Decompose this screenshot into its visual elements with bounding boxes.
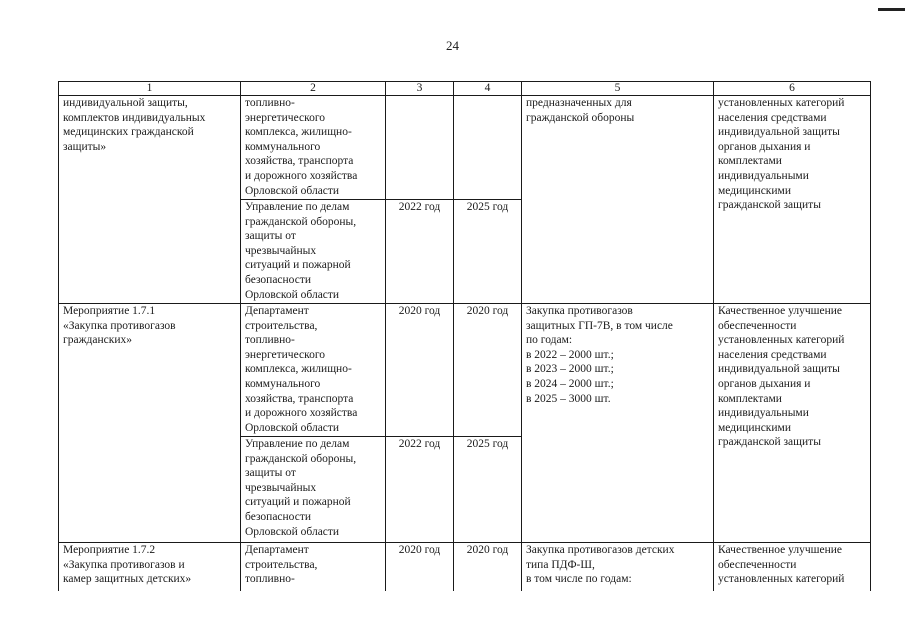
text-line: установленных категорий <box>718 573 845 586</box>
text-line: безопасности <box>245 510 312 523</box>
text-line: комплекса, жилищно- <box>245 126 352 139</box>
text-line: чрезвычайных <box>245 481 317 494</box>
text-line: органов дыхания и <box>718 377 811 390</box>
start-year-cell: 2020 год <box>386 543 454 591</box>
text-line: Управление по делам <box>245 201 350 213</box>
text-line: ситуаций и пожарной <box>245 496 351 509</box>
header-row <box>59 82 871 96</box>
text-line: индивидуальными <box>718 169 809 182</box>
measures-table <box>58 81 871 591</box>
text-line: населения средствами <box>718 111 827 124</box>
text-line: обеспеченности <box>718 558 797 571</box>
table-row <box>59 304 871 437</box>
text-line: гражданской обороны, <box>245 215 357 228</box>
text-line: защиты от <box>245 230 296 243</box>
text-line: энергетического <box>245 111 326 124</box>
text-line: ситуаций и пожарной <box>245 259 351 272</box>
text-line: предназначенных для <box>526 97 632 109</box>
text-line: в 2022 – 2000 шт.; <box>526 348 614 361</box>
text-line: комплектами <box>718 155 782 168</box>
text-line: хозяйства, транспорта <box>245 155 354 168</box>
text-line: органов дыхания и <box>718 140 811 153</box>
text-line: гражданской защиты <box>718 436 821 449</box>
text-line: и дорожного хозяйства <box>245 407 358 420</box>
text-line: медицинскими <box>718 421 791 434</box>
measure-name-cell <box>59 96 241 304</box>
col-header-1: 1 <box>59 82 241 96</box>
text-line: индивидуальной защиты <box>718 126 840 139</box>
end-year-cell: 2020 год <box>454 304 522 437</box>
text-line: энергетического <box>245 348 326 361</box>
table-row <box>59 96 871 200</box>
description-cell <box>522 304 714 543</box>
result-cell <box>714 304 871 543</box>
text-line: Качественное улучшение <box>718 305 843 317</box>
text-line: Закупка противогазов <box>526 305 633 317</box>
start-year-cell: 2020 год <box>386 304 454 437</box>
text-line: защиты от <box>245 467 296 480</box>
text-line: Орловской области <box>245 184 340 197</box>
text-line: Управление по делам <box>245 438 350 450</box>
responsible-cell <box>241 200 386 304</box>
text-line: обеспеченности <box>718 319 797 332</box>
text-line: Орловской области <box>245 421 340 434</box>
end-year-cell: 2025 год <box>454 437 522 543</box>
text-line: коммунального <box>245 377 321 390</box>
text-line: топливно- <box>245 573 295 586</box>
text-line: и дорожного хозяйства <box>245 169 358 182</box>
text-line: безопасности <box>245 273 312 286</box>
responsible-cell <box>241 437 386 543</box>
text-line: коммунального <box>245 140 321 153</box>
text-line: строительства, <box>245 558 318 571</box>
text-line: Закупка противогазов детских <box>526 544 675 556</box>
text-line: установленных категорий <box>718 334 845 347</box>
end-year-cell: 2020 год <box>454 543 522 591</box>
text-line: гражданской обороны, <box>245 452 357 465</box>
result-cell <box>714 543 871 591</box>
responsible-cell <box>241 543 386 591</box>
text-line: гражданской обороны <box>526 111 635 124</box>
text-line: комплектами <box>718 392 782 405</box>
col-header-3: 3 <box>386 82 454 96</box>
col-header-6: 6 <box>714 82 871 96</box>
measure-name-cell <box>59 543 241 591</box>
text-line: топливно- <box>245 97 295 109</box>
start-year-cell <box>386 96 454 200</box>
text-line: медицинскими <box>718 184 791 197</box>
text-line: Департамент <box>245 544 309 556</box>
col-header-2: 2 <box>241 82 386 96</box>
text-line: Мероприятие 1.7.2 <box>63 544 156 556</box>
text-line: Орловской области <box>245 288 340 301</box>
corner-mark <box>878 8 905 11</box>
text-line: в 2023 – 2000 шт.; <box>526 363 614 376</box>
text-line: типа ПДФ-Ш, <box>526 558 595 571</box>
text-line: комплектов индивидуальных <box>63 111 206 124</box>
responsible-cell <box>241 96 386 200</box>
end-year-cell <box>454 96 522 200</box>
end-year-cell: 2025 год <box>454 200 522 304</box>
start-year-cell: 2022 год <box>386 437 454 543</box>
text-line: топливно- <box>245 334 295 347</box>
text-line: в 2024 – 2000 шт.; <box>526 377 614 390</box>
col-header-4: 4 <box>454 82 522 96</box>
text-line: «Закупка противогазов <box>63 319 176 332</box>
text-line: установленных категорий <box>718 97 845 109</box>
text-line: в 2025 – 3000 шт. <box>526 392 611 405</box>
table-row <box>59 543 871 591</box>
text-line: индивидуальной защиты, <box>63 97 188 109</box>
measure-name-cell <box>59 304 241 543</box>
description-cell <box>522 543 714 591</box>
text-line: в том числе по годам: <box>526 573 632 586</box>
text-line: Орловской области <box>245 525 340 538</box>
text-line: индивидуальной защиты <box>718 363 840 376</box>
text-line: гражданских» <box>63 334 132 347</box>
text-line: Департамент <box>245 305 309 317</box>
start-year-cell: 2022 год <box>386 200 454 304</box>
text-line: защитных ГП-7В, в том числе <box>526 319 673 332</box>
text-line: медицинских гражданской <box>63 126 194 139</box>
text-line: по годам: <box>526 334 573 347</box>
text-line: населения средствами <box>718 348 827 361</box>
description-cell <box>522 96 714 304</box>
text-line: камер защитных детских» <box>63 573 192 586</box>
text-line: индивидуальными <box>718 407 809 420</box>
text-line: Качественное улучшение <box>718 544 843 556</box>
result-cell <box>714 96 871 304</box>
text-line: Мероприятие 1.7.1 <box>63 305 156 317</box>
text-line: «Закупка противогазов и <box>63 558 185 571</box>
page-number: 24 <box>446 38 459 53</box>
text-line: защиты» <box>63 140 107 153</box>
text-line: гражданской защиты <box>718 199 821 212</box>
responsible-cell <box>241 304 386 437</box>
text-line: строительства, <box>245 319 318 332</box>
text-line: комплекса, жилищно- <box>245 363 352 376</box>
text-line: хозяйства, транспорта <box>245 392 354 405</box>
col-header-5: 5 <box>522 82 714 96</box>
text-line: чрезвычайных <box>245 244 317 257</box>
